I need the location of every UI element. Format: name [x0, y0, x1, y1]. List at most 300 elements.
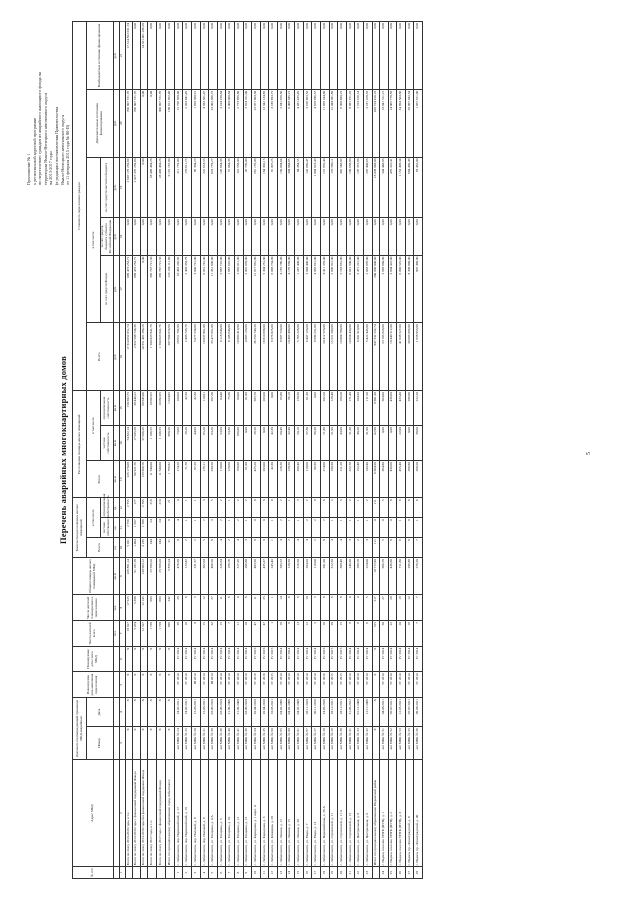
table-cell: 04.02.2009 [286, 698, 295, 727]
table-cell: 699 [165, 621, 174, 647]
table-cell: 0,00 [338, 22, 347, 90]
table-cell: г. Лабытнанги, ул. Карьерная, д. 1 корп. А [252, 759, 261, 866]
table-cell: акт МВК № 80 [286, 727, 295, 760]
table-cell: 3 904 416,00 [388, 255, 397, 323]
table-cell: 31,90 [363, 426, 372, 461]
table-cell: X [133, 646, 140, 672]
table-cell: 0,00 [165, 22, 174, 90]
table-cell: 4 085 621,00 [312, 255, 321, 323]
table-cell: 0,00 [312, 218, 321, 255]
table-cell: IV 2014 [295, 646, 304, 672]
table-cell: 0,00 [286, 218, 295, 255]
table-cell: 2 403 333,79 [183, 255, 192, 323]
approval-line: (в редакции постановления Правительства [53, 106, 59, 185]
table-cell: 0,00 [125, 218, 132, 255]
table-subtotal-row [165, 22, 174, 879]
table-cell: 110,91 [200, 391, 209, 426]
table-cell: 8 681 971,10 [346, 89, 355, 157]
table-cell: X [133, 698, 140, 727]
table-cell: 28.12.2011 [329, 698, 338, 727]
table-cell: 22 [355, 867, 364, 879]
table-cell: 17 314 052 051,74 [125, 323, 132, 391]
table-cell: 2 756 [125, 518, 132, 538]
table-cell: 7 [226, 621, 235, 647]
table-cell: 1 [338, 518, 347, 538]
table-cell: 4 [338, 538, 347, 558]
table-cell: 61,30 [303, 391, 312, 426]
col-total-area-header: Общая площадь жилых помещений МКД [73, 558, 114, 595]
table-cell: 10 493 226,82 [174, 255, 183, 323]
table-cell: 172 955,40 [320, 157, 329, 218]
table-cell: 222 618,53 [200, 157, 209, 218]
table-cell: 31.05.2012 [346, 698, 355, 727]
table-cell: 17 [312, 867, 321, 879]
table-cell: 111,50 [363, 391, 372, 426]
col-area-incl-header: в том числе [87, 391, 101, 461]
table-cell: 5 [209, 867, 218, 879]
table-cell: 5 380 [133, 595, 140, 621]
table-cell: X [156, 727, 165, 760]
table-cell: 2 [346, 498, 355, 518]
table-cell: 5 [363, 595, 372, 621]
table-cell: 8 [235, 867, 244, 879]
table-row [363, 22, 372, 879]
approval-line: на 2013-2017 годы [48, 151, 54, 185]
table-cell: X [156, 698, 165, 727]
table-cell: 0,00 [192, 22, 201, 90]
table-cell: акт МВК № 34 [252, 727, 261, 760]
table-cell: 5 [379, 538, 388, 558]
table-cell: 10 493 480,00 [286, 323, 295, 391]
table-cell: X [372, 727, 379, 760]
table-cell: X [140, 672, 147, 698]
table-cell: IV 2014 [312, 672, 321, 698]
table-cell: 74 822,14 [125, 426, 132, 461]
table-cell: 7 [226, 867, 235, 879]
table-cell: 5 [312, 595, 321, 621]
table-cell: 3 185 [140, 538, 147, 558]
column-number-cell: 8 [119, 595, 125, 621]
table-cell: 0,00 [355, 22, 364, 90]
table-cell: IV 2014 [303, 646, 312, 672]
table-cell: 2 [303, 498, 312, 518]
table-cell: 9 [286, 621, 295, 647]
table-cell: IV 2016 [260, 646, 269, 672]
table-cell: 0,00 [156, 22, 165, 90]
table-cell: 1 958 853,00 [414, 323, 423, 391]
table-cell: 23 [363, 867, 372, 879]
table-cell: 93 452,00 [414, 157, 423, 218]
table-cell: 8 [388, 498, 397, 518]
table-cell: IV 2014 [278, 646, 287, 672]
table-cell: 0,00 [338, 218, 347, 255]
table-cell: 6 [414, 498, 423, 518]
approval-line: Ямало-Ненецкого автономного округа [59, 115, 65, 185]
table-cell: X [140, 727, 147, 760]
table-cell: 27 [379, 595, 388, 621]
table-cell: 0,00 [388, 218, 397, 255]
col-rooms-incl-header: в том числе [87, 498, 101, 538]
table-cell: 8 [243, 595, 252, 621]
table-cell: 1 106,55 [156, 426, 165, 461]
table-cell: г. Лабытнанги, ул. Строителей, д. 11 А [338, 759, 347, 866]
table-cell: 1 153 498,34 [397, 157, 406, 218]
table-cell: 0,00 [397, 22, 406, 90]
table-cell: 2 471 221,00 [355, 255, 364, 323]
table-cell: г. Надым, поселок УПТК (ПУН), д. 3 [397, 759, 406, 866]
table-cell: 1 [269, 518, 278, 538]
table-cell: 0,00 [278, 218, 287, 255]
table-cell: 289,80 [405, 391, 414, 426]
table-cell: 0,00 [243, 22, 252, 90]
table-cell [140, 867, 147, 879]
table-cell: 2 001 070,00 [243, 255, 252, 323]
table-cell: IV 2015 [338, 646, 347, 672]
table-cell: акт МВК № 29 [329, 727, 338, 760]
table-cell: 128,40 [329, 391, 338, 426]
table-cell: 19 [329, 867, 338, 879]
table-row [405, 22, 414, 879]
col-cost-extra2-header: Внебюджетные источники финансирования [87, 22, 114, 90]
table-cell: 0,00 [174, 22, 183, 90]
table-cell: 174,20 [174, 461, 183, 498]
table-cell: 274,00 [320, 461, 329, 498]
table-cell: 260,20 [414, 461, 423, 498]
col-cost-budget-header: за счет средств бюджета субъекта Российской Федерации [100, 219, 112, 254]
table-cell: 5 077 234,00 [192, 323, 201, 391]
table-cell: 210 [156, 498, 165, 518]
table-cell: 27 [209, 595, 218, 621]
table-cell: 711,80 [397, 558, 406, 595]
col-area-private-header: частная собственность [101, 426, 114, 461]
column-number-cell: 12 [119, 498, 125, 518]
table-cell: 6 090 525,00 [397, 255, 406, 323]
table-cell: 0,00 [372, 218, 379, 255]
table-cell: 24.02.2011 [174, 698, 183, 727]
table-cell: 138 663,12 [140, 558, 147, 595]
table-cell: IV 2015 [329, 672, 338, 698]
table-cell: 1 [295, 518, 304, 538]
table-cell: 61,90 [243, 461, 252, 498]
table-cell: X [165, 646, 174, 672]
table-cell: 126 664,36 [217, 157, 226, 218]
table-cell: 50,10 [295, 426, 304, 461]
table-cell: 2 [303, 518, 312, 538]
table-cell: 1 [192, 498, 201, 518]
table-cell: X [156, 672, 165, 698]
table-cell: 1 084 623,43 [312, 157, 321, 218]
table-cell: 1 [226, 518, 235, 538]
table-cell: IV 2016 [252, 646, 261, 672]
table-cell: 0,00 [295, 218, 304, 255]
col-area-group-header: Расселяемая площадь жилых помещений [73, 391, 87, 498]
table-cell: 41 938 527,00 [397, 323, 406, 391]
table-cell: 699 473 253,71 [125, 255, 132, 323]
table-row [243, 22, 252, 879]
table-cell: акт МВК № 52 [388, 727, 397, 760]
column-number-cell: 2 [119, 759, 125, 866]
table-cell: г. Лабытнанги, пер. Полевой, д. 8 [192, 759, 201, 866]
table-cell: 515 [372, 621, 379, 647]
table-cell: 5 422 445,00 [363, 323, 372, 391]
table-cell: IV 2014 [388, 672, 397, 698]
table-cell: 3 [346, 538, 355, 558]
table-cell: 10 890 410,80 [235, 323, 244, 391]
table-cell: IV 2014 [278, 672, 287, 698]
table-cell: акт МВК № 36 [243, 727, 252, 760]
table-cell: 211,20 [338, 461, 347, 498]
table-cell: 267,30 [209, 391, 218, 426]
table-cell: 436,60 [388, 461, 397, 498]
table-cell: 1 106,55 [147, 426, 156, 461]
table-cell: 1 247 408,00 [295, 255, 304, 323]
table-cell: г. Надым, поселок УПТК (ПУН), д. 2 [388, 759, 397, 866]
table-row [312, 22, 321, 879]
table-cell: 6 [363, 621, 372, 647]
table-cell: 2 906 812,00 [329, 255, 338, 323]
table-cell: 12.05.2011 [397, 698, 406, 727]
table-cell: 406,50 [209, 558, 218, 595]
table-cell: 16 [303, 867, 312, 879]
table-cell: 12 917 961,00 [252, 255, 261, 323]
table-cell: IV 2014 [243, 646, 252, 672]
table-cell: 2 [278, 518, 287, 538]
table-cell: 6 031 741,00 [200, 255, 209, 323]
table-cell: г. Лабытнанги, ул. Гагарина, д. 15 [243, 759, 252, 866]
table-cell: 5 [379, 498, 388, 518]
table-cell: 18 440 512,00 [388, 323, 397, 391]
table-cell: 0,00 [363, 218, 372, 255]
table-cell: X [372, 698, 379, 727]
table-subtotal-row [372, 22, 379, 879]
column-number-cell: 14 [119, 426, 125, 461]
table-cell: 3 [329, 498, 338, 518]
table-cell: 13 [278, 867, 287, 879]
table-cell: 436,60 [388, 391, 397, 426]
table-cell: 21.09.2009 [226, 698, 235, 727]
table-cell: 362 548,82 [338, 157, 347, 218]
table-cell: X [165, 727, 174, 760]
table-cell: 0,00 [260, 22, 269, 90]
table-cell: 64,40 [217, 391, 226, 426]
table-cell: 96,10 [286, 391, 295, 426]
table-cell: 171,40 [346, 391, 355, 426]
table-cell: 29,50 [252, 426, 261, 461]
table-cell: 15 [295, 867, 304, 879]
table-cell: IV 2014 [355, 672, 364, 698]
table-cell: IV 2014 [363, 646, 372, 672]
table-cell: 1 987 625,00 [226, 255, 235, 323]
table-cell: 04.08.2011 [379, 698, 388, 727]
table-cell: 807 490,00 [414, 255, 423, 323]
column-number-cell: 9 [119, 558, 125, 595]
table-cell: 1 [286, 518, 295, 538]
table-cell: акт МВК № 51 [200, 727, 209, 760]
table-cell: 0,00 [388, 426, 397, 461]
table-cell: 25 [260, 595, 269, 621]
table-cell: 4 [174, 518, 183, 538]
table-cell: IV 2014 [183, 646, 192, 672]
table-cell: 13 342 134,85 [260, 89, 269, 157]
column-number-cell: 19 [119, 157, 125, 218]
table-cell: 25 599,20 [156, 558, 165, 595]
table-cell: 0,00 [346, 22, 355, 90]
table-row [397, 22, 406, 879]
table-cell: 28 468 494,26 [147, 157, 156, 218]
table-cell: 2 773 999,80 [235, 89, 244, 157]
table-cell: X [133, 727, 140, 760]
table-cell: 51 064,36 [226, 157, 235, 218]
table-cell: 364,80 [379, 391, 388, 426]
table-cell: Итого по муниципальному образованию город Лабытнанги [165, 759, 174, 866]
table-cell: 128,50 [286, 558, 295, 595]
table-cell: 0,00 [372, 22, 379, 90]
table-cell: IV 2014 [235, 646, 244, 672]
table-cell: 2 [217, 498, 226, 518]
table-cell: 4 [235, 538, 244, 558]
table-cell: 8 [252, 538, 261, 558]
table-cell: акт МВК № 30 [338, 727, 347, 760]
table-cell [372, 867, 379, 879]
table-cell: 53,30 [226, 426, 235, 461]
table-row [379, 22, 388, 879]
col-address-header: Адрес МКД [73, 759, 114, 866]
table-cell: 25 599,20 [147, 558, 156, 595]
table-cell: г. Лабытнанги, ул. Гагарина, д. 12 [235, 759, 244, 866]
table-cell: г. Лабытнанги, ул. Мира, д. 13 [312, 759, 321, 866]
table-cell: 18 017 [125, 621, 132, 647]
table-cell: 0,00 [147, 218, 156, 255]
table-cell: 57 056,26 [140, 426, 147, 461]
table-cell: 0 [252, 518, 261, 538]
table-cell: 150 004,64 [278, 157, 287, 218]
table-cell: 1 [286, 498, 295, 518]
table-cell: 696,78 [379, 558, 388, 595]
table-row [414, 22, 423, 879]
col-planned-resettle-header: Планируемая дата окончания переселения [73, 672, 114, 698]
col-planned-demolish-header: Планируемая дата сноса МКД [73, 646, 114, 672]
table-cell: акт МВК № 28 [320, 727, 329, 760]
table-cell: 8 411 370,00 [320, 255, 329, 323]
approval-line: к региональной адресной программе [31, 117, 37, 185]
table-cell: 0,00 [260, 218, 269, 255]
table-cell: акт МВК № 95 [278, 727, 287, 760]
table-cell: IV 2014 [200, 672, 209, 698]
table-cell: 3 181 168,35 [363, 89, 372, 157]
table-cell: 11 540,00 [147, 461, 156, 498]
table-cell: 2 406 733,79 [183, 323, 192, 391]
table-cell: 2 [363, 498, 372, 518]
table-cell: 3 [243, 538, 252, 558]
table-cell: Всего по этапу 2013-2016 годы, в т.ч.: [125, 759, 132, 866]
table-cell: 0 [372, 518, 379, 538]
col-cost-fund-header: за счет средств Фонда [101, 255, 114, 323]
table-cell: 8 [252, 498, 261, 518]
table-row [183, 22, 192, 879]
table-cell: 4 [174, 498, 183, 518]
table-row [329, 22, 338, 879]
buildings-table [72, 21, 423, 879]
table-cell: 12 444 091,89 [329, 89, 338, 157]
table-cell: 0,00 [147, 89, 156, 157]
table-cell: 87,20 [192, 461, 201, 498]
column-number-cell: 11 [119, 518, 125, 538]
table-cell: 1 [269, 621, 278, 647]
table-cell: 1 [346, 518, 355, 538]
table-cell: 4 301 910,00 [355, 323, 364, 391]
table-cell: 12 [405, 595, 414, 621]
table-cell: 8 [260, 538, 269, 558]
table-cell: IV 2016 [260, 672, 269, 698]
table-cell: 118,60 [303, 461, 312, 498]
table-cell: 18 [278, 621, 287, 647]
table-cell: 1 057 911,00 [414, 89, 423, 157]
table-cell: 10 [252, 867, 261, 879]
unit-cell: руб. [113, 323, 119, 391]
table-cell: 10.05.2011 [269, 698, 278, 727]
table-cell: 2 [286, 538, 295, 558]
table-cell: 5 [209, 498, 218, 518]
table-cell: 10 092,65 [156, 391, 165, 426]
table-cell: 3 166 663,53 [303, 89, 312, 157]
table-cell: 75,30 [226, 391, 235, 426]
table-cell: акт МВК № 38 [209, 727, 218, 760]
table-cell: 199,00 [235, 461, 244, 498]
table-cell: 89,30 [312, 461, 321, 498]
table-cell: IV 2015 [329, 646, 338, 672]
table-cell: 1 799,82 [165, 461, 174, 498]
table-cell: 1 [329, 518, 338, 538]
table-cell: 0,00 [133, 22, 140, 90]
table-cell: 47 [252, 621, 261, 647]
table-cell: 15 [217, 621, 226, 647]
table-cell: 706 807 721,76 [133, 89, 140, 157]
table-cell: 23 071 603,30 [252, 89, 261, 157]
table-cell: 2 [183, 867, 192, 879]
table-cell: 7 [414, 595, 423, 621]
table-cell: 38 446,22 [133, 391, 140, 426]
table-cell: 24 [156, 518, 165, 538]
col-doc-date-header: Дата [87, 698, 114, 727]
table-cell: 0,00 [278, 22, 287, 90]
table-cell: 12 145 [140, 595, 147, 621]
table-cell: 0,00 [379, 22, 388, 90]
table-cell: 200 960 000,00 [372, 255, 379, 323]
table-cell: 6 [183, 595, 192, 621]
table-cell: 26 [174, 595, 183, 621]
column-number-cell: 5 [119, 672, 125, 698]
table-cell: 2 [320, 518, 329, 538]
column-number-cell: 15 [119, 391, 125, 426]
table-cell: акт МВК № 55 [405, 727, 414, 760]
col-document-group-header: Документ, подтверждающий признание МКД аварийным [73, 698, 87, 760]
table-cell: 71,80 [320, 426, 329, 461]
approval-block [26, 10, 71, 185]
unit-cell: чел. [113, 621, 119, 647]
table-cell: 09.08.2011 [414, 698, 423, 727]
table-cell: 0,00 [156, 218, 165, 255]
table-cell: акт МВК № 41 [235, 727, 244, 760]
table-cell: 395,70 [252, 391, 261, 426]
unit-cell: ед. [113, 498, 119, 518]
table-cell: 177 [133, 498, 140, 518]
table-cell: 304 884,85 [286, 157, 295, 218]
table-cell: 623 778,27 [209, 157, 218, 218]
table-cell: г. Лабытнанги, ул. Строителей, д. 11 [329, 759, 338, 866]
table-cell: 53,60 [217, 426, 226, 461]
table-cell: 65,20 [200, 426, 209, 461]
table-cell: 9 [346, 621, 355, 647]
